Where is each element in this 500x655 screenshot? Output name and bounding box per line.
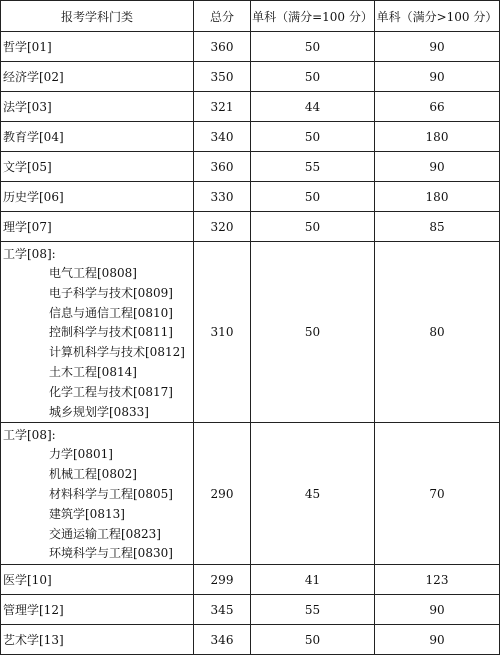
- single-over-100-cell: 85: [375, 212, 500, 242]
- subject-cell: 艺术学[13]: [1, 625, 194, 655]
- table-row: [1, 92, 500, 122]
- single-100-cell: 50: [251, 122, 375, 152]
- single-100-cell: 44: [251, 92, 375, 122]
- subject-item: 机械工程[0802]: [49, 467, 137, 482]
- single-100-cell: 45: [251, 423, 375, 565]
- subject-cell: 历史学[06]: [1, 182, 194, 212]
- total-cell: 360: [194, 32, 251, 62]
- subject-item: 环境科学与工程[0830]: [49, 546, 173, 561]
- table-row: [1, 212, 500, 242]
- single-over-100-cell: 90: [375, 32, 500, 62]
- subject-item: 化学工程与技术[0817]: [49, 384, 173, 399]
- total-cell: 299: [194, 565, 251, 595]
- single-over-100-cell: 180: [375, 122, 500, 152]
- total-cell: 321: [194, 92, 251, 122]
- single-100-cell: 50: [251, 625, 375, 655]
- subject-group-cell: [1, 423, 194, 565]
- total-cell: 330: [194, 182, 251, 212]
- subject-cell: 文学[05]: [1, 152, 194, 182]
- total-cell: 340: [194, 122, 251, 152]
- single-over-100-cell: 70: [375, 423, 500, 565]
- total-cell: 345: [194, 595, 251, 625]
- single-100-cell: 50: [251, 32, 375, 62]
- subject-item: 土木工程[0814]: [49, 364, 137, 379]
- total-cell: 310: [194, 242, 251, 423]
- subject-item: 电气工程[0808]: [49, 266, 137, 280]
- subject-cell: 理学[07]: [1, 212, 194, 242]
- table-row: [1, 152, 500, 182]
- single-100-cell: 55: [251, 595, 375, 625]
- table-row: [1, 32, 500, 62]
- table-row: [1, 625, 500, 655]
- group-label: 工学[08]:: [3, 247, 56, 261]
- table-row: [1, 62, 500, 92]
- single-100-cell: 50: [251, 212, 375, 242]
- table-row: [1, 182, 500, 212]
- total-cell: 360: [194, 152, 251, 182]
- subject-item: 信息与通信工程[0810]: [49, 305, 173, 320]
- subject-cell: 经济学[02]: [1, 62, 194, 92]
- subject-item: 材料科学与工程[0805]: [49, 486, 173, 501]
- single-over-100-cell: 90: [375, 625, 500, 655]
- total-cell: 350: [194, 62, 251, 92]
- total-cell: 290: [194, 423, 251, 565]
- single-over-100-cell: 90: [375, 62, 500, 92]
- single-over-100-cell: 90: [375, 152, 500, 182]
- subject-group-cell: [1, 242, 194, 423]
- table-row: [1, 565, 500, 595]
- subject-item: 建筑学[0813]: [49, 506, 125, 521]
- subject-item: 电子科学与技术[0809]: [49, 285, 173, 300]
- subject-item: 控制科学与技术[0811]: [49, 325, 173, 340]
- single-100-cell: 55: [251, 152, 375, 182]
- subject-cell: 管理学[12]: [1, 595, 194, 625]
- table-row: [1, 595, 500, 625]
- group-label: 工学[08]:: [3, 428, 56, 443]
- subject-cell: 教育学[04]: [1, 122, 194, 152]
- subject-cell: 法学[03]: [1, 92, 194, 122]
- subject-cell: 医学[10]: [1, 565, 194, 595]
- header-row: [1, 1, 500, 32]
- header-single-over-100: 单科（满分>100 分）: [375, 1, 500, 32]
- single-100-cell: 41: [251, 565, 375, 595]
- total-cell: 346: [194, 625, 251, 655]
- table-row: [1, 122, 500, 152]
- single-over-100-cell: 80: [375, 242, 500, 423]
- table-row-group-engineering-a: [1, 242, 500, 423]
- single-over-100-cell: 90: [375, 595, 500, 625]
- single-100-cell: 50: [251, 62, 375, 92]
- single-over-100-cell: 66: [375, 92, 500, 122]
- header-total: 总分: [194, 1, 251, 32]
- subject-item: 交通运输工程[0823]: [49, 526, 161, 541]
- table-row-group-engineering-b: [1, 423, 500, 565]
- subject-item: 力学[0801]: [49, 447, 113, 462]
- subject-item: 计算机科学与技术[0812]: [49, 345, 185, 360]
- total-cell: 320: [194, 212, 251, 242]
- header-single-100: 单科（满分=100 分）: [251, 1, 375, 32]
- header-subject: 报考学科门类: [1, 1, 194, 32]
- subject-item: 城乡规划学[0833]: [49, 404, 149, 419]
- single-100-cell: 50: [251, 182, 375, 212]
- single-100-cell: 50: [251, 242, 375, 423]
- subject-cell: 哲学[01]: [1, 32, 194, 62]
- single-over-100-cell: 180: [375, 182, 500, 212]
- single-over-100-cell: 123: [375, 565, 500, 595]
